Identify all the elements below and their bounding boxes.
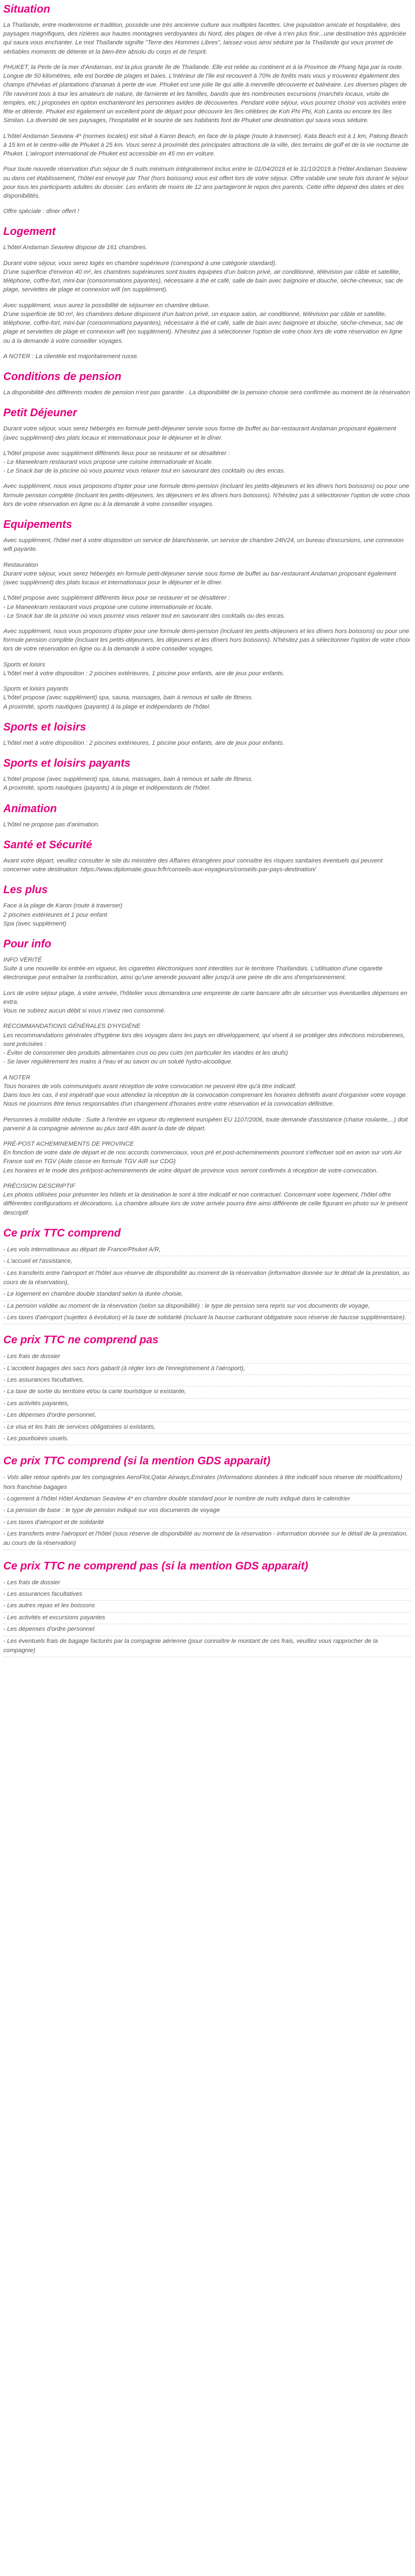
included-gds-list bbox=[3, 1473, 411, 1550]
paragraph: Lors de votre séjour plage, à votre arrivée, l'hôtelier vous demandera une empreinte de carte bancaire afin de sécuriser vos éventuelles dépenses en extra. Vous ne subirez aucun débit si vous n'avez rien consommé. bbox=[3, 990, 407, 1015]
paragraph: Restauration Durant votre séjour, vous serez hébergés en formule petit-déjeuner servie sous forme de buffet au bar-restaurant Andaman proposant également (avec supplément) des plats locaux et internationaux pour le déjeuner et le dîner. bbox=[3, 561, 396, 586]
paragraph: Avec supplément, nous vous proposons d'opter pour une formule demi-pension (incluant les petits-déjeuners et les dîners hors boissons) ou pour une formule pension complète (incluant les petits-déjeuners, les déjeuners et les dîners hors boissons). N'hésitez pas à sélectionner l'option de votre choix lors de votre réservation en ligne ou à la demande à votre conseiller voyages. bbox=[3, 483, 411, 508]
list-item: - Les activités payantes, bbox=[3, 1399, 411, 1410]
paragraph: L'hôtel propose (avec supplément) spa, sauna, massages, bain à remous et salle de fitness. A proximité, sports nautiques (payants) à la plage et indépendants de l'hôtel. bbox=[3, 776, 253, 792]
list-item: - L'accueil et l'assistance, bbox=[3, 1256, 411, 1268]
section-title: Situation bbox=[3, 3, 50, 15]
section-title: Sports et loisirs payants bbox=[3, 757, 131, 770]
section-les-plus bbox=[3, 884, 411, 928]
list-item: - Les assurances facultatives, bbox=[3, 1375, 411, 1387]
paragraph: Personnes à mobilité réduite : Suite à l'entrée en vigueur du règlement européen EU 1107/2006, toute demande d'assistance (chaise roulante,...) doit parvenir à la compagnie aérienne au plus tard 48h avant la date de départ. bbox=[3, 1116, 408, 1132]
list-item: - Vols aller retour opérés par les compagnies AeroFlot,Qatar Airways,Emirates (Informations données à titre indicatif sous réserve de modifications) hors franchise bagages bbox=[3, 1473, 411, 1494]
paragraph: Avec supplément, nous vous proposons d'opter pour une formule demi-pension (incluant les petits-déjeuners et les dîners hors boissons) ou pour une formule pension complète (incluant les petits-déjeuners, les déjeuners et les dîners hors boissons). N'hésitez pas à sélectionner l'option de votre choix lors de votre réservation en ligne ou à la demande à votre conseiller voyages. bbox=[3, 628, 411, 653]
section-title: Pour info bbox=[3, 938, 51, 950]
list-item: - Les transferts entre l'aéroport et l'hôtel aux réserve de disponibilité au moment de la réservation (information donnée sur le détail de la prestation, au cours de la réservation), bbox=[3, 1268, 411, 1290]
section-conditions-pension bbox=[3, 371, 411, 397]
section-situation bbox=[3, 3, 411, 216]
section-prix-comprend-gds bbox=[3, 1455, 411, 1550]
list-item: - Les frais de dossier bbox=[3, 1578, 411, 1589]
paragraph: La Thaïlande, entre modernisme et tradition, possède une très ancienne culture aux multiples facettes. Une population amicale et hospitalière, des paysages magnifiques, des rizières aux hautes montagnes verdoyantes du Nord, des plages de rêve à n'en plus finir...une destination très appréciée qui saura vous enchanter. Le mot Thaïlande signifie "Terre des Hommes Libres", laissez-vous ainsi séduire par la Thaïlande qui vous promet de véritables moments de détente et la bien-être absolu du corps et de l'esprit. bbox=[3, 22, 406, 55]
paragraph: La disponibilité des différents modes de pension n'est pas garantie . La disponibilité de la pension choisie sera confirmée au moment de la réservation bbox=[3, 389, 410, 396]
paragraph: INFO VÉRITÉ Suite à une nouvelle loi entrée en vigueur, les cigarettes électroniques sont interdites sur le territoire Thaïlandais. L'utilisation d'une cigarette électronique peut entraîner la confiscation, ainsi qu'une amende pouvant aller jusqu'à une peine de dix ans d'emprisonnement. bbox=[3, 957, 383, 981]
paragraph: Pour toute nouvelle réservation d'un séjour de 5 nuits minimum intégralement inclus entre le 01/04/2019 et le 31/10/2019 à l'Hôtel Andaman Seaview ou dans cet établissement, l'hôtel est envoyé par Thaï (hors boissons) vous est offert lors de votre séjour. Offre valable une seule fois durant le séjour pour tous les participants adultes du dossier. Les enfants de moins de 12 ans partageront le repos des parents. Cette offre dépend des dates et des disponibilités. bbox=[3, 166, 408, 199]
list-item: - Les pourboires usuels. bbox=[3, 1434, 411, 1445]
list-item: - Les vols internationaux au départ de France/Phuket A/R, bbox=[3, 1245, 411, 1256]
list-item: - Logement à l'hôtel Hôtel Andaman Seaview 4* en chambre double standard pour le nombre de nuits indiqué dans le calendrier bbox=[3, 1494, 411, 1505]
section-title: Logement bbox=[3, 226, 56, 238]
section-title: Ce prix TTC comprend (si la mention GDS apparait) bbox=[3, 1455, 270, 1468]
list-item: - Les taxes d'aéroport et de solidarité bbox=[3, 1517, 411, 1529]
section-equipements bbox=[3, 519, 411, 711]
list-item: - Le visa et les frais de services obligatoires si existants, bbox=[3, 1422, 411, 1434]
paragraph: L'hôtel Andaman Seaview 4* (normes locales) est situé à Karon Beach, en face de la plage (route à traverser). Kata Beach est à 1 km, Patong Beach à 15 km et le centre-ville de Phuket à 25 km. Vous serez à proximité des principales attractions de la ville, des terrains de golf et de la vie nocturne de Phuket. L'aéroport international de Phuket est accessible en 45 mn en voiture. bbox=[3, 133, 409, 158]
paragraph: L'hôtel ne propose pas d'animation. bbox=[3, 821, 100, 828]
section-animation bbox=[3, 803, 411, 829]
list-item: - Les transferts entre l'aéroport et l'hôtel (sous réserve de disponibilité au moment de la réservation - information donnée sur le détail de la prestation, au cours de la réservation) bbox=[3, 1529, 411, 1550]
section-petit-dejeuner bbox=[3, 407, 411, 509]
list-item: - Les frais de dossier bbox=[3, 1352, 411, 1363]
paragraph: L'hôtel propose avec supplément différents lieux pour se restaurer et se désaltérer : - Le Maneekram restaurant vous propose une cuisine internationale et locale. - Le Snack bar de la piscine où vous pourrez vous relaxer tout en savourant des cocktails ou des encas. bbox=[3, 595, 285, 619]
paragraph: PRÉ-POST ACHEMINEMENTS DE PROVINCE En fonction de votre date de départ et de nos accords commerciaux, vous pré et post-acheminements pourront s'effectuer soit en avion sur vols Air France soit en TGV (Aide classe en formule TGV AIR sur CDG) Les horaires et le mode des pré/post-acheminements de votre départ de province vous seront confirmés à réception de votre convocation. bbox=[3, 1140, 402, 1174]
list-item: - Les éventuels frais de bagage facturés par la compagnie aérienne (pour connaître le montant de ces frais, veuillez vous rapprocher de la compagnie) bbox=[3, 1636, 411, 1658]
list-item: - Les dépenses d'ordre personnel bbox=[3, 1624, 411, 1636]
section-title: Les plus bbox=[3, 884, 48, 896]
paragraph: L'hôtel met à votre disposition : 2 piscines extérieures, 1 piscine pour enfants, aire de jeux pour enfants. bbox=[3, 739, 285, 746]
section-title: Santé et Sécurité bbox=[3, 838, 93, 851]
list-item: - Le logement en chambre double standard selon la durée choisie, bbox=[3, 1289, 411, 1301]
section-title: Ce prix TTC ne comprend pas (si la mention GDS apparait) bbox=[3, 1560, 308, 1572]
list-item: - Les autres repas et les boissons bbox=[3, 1601, 411, 1612]
section-title: Ce prix TTC ne comprend pas bbox=[3, 1334, 159, 1347]
paragraph: Avec supplément, vous aurez la possibilité de séjourner en chambre deluxe. D'une superficie de 90 m², les chambres deluxe disposent d'un balcon privé, un espace salon, air conditionné, télévision par câble et satellite, téléphone, coffre-fort, mini-bar (consommations payantes), nécessaire à thé et café, salle de bain avec baignoire et douche, sèche-cheveux, sac de plage et serviettes de plage et connexion wifi (en supplément). N'hésitez pas à sélectionner l'option de votre choix lors de votre réservation en ligne ou à la demande à votre conseiller voyages. bbox=[3, 302, 404, 344]
paragraph: A NOTER : La clientèle est majoritairement russe. bbox=[3, 353, 139, 360]
included-list bbox=[3, 1245, 411, 1325]
section-prix-ne-comprend-pas bbox=[3, 1334, 411, 1445]
list-item: - Les dépenses d'ordre personnel, bbox=[3, 1410, 411, 1422]
excluded-gds-list bbox=[3, 1578, 411, 1658]
section-title: Ce prix TTC comprend bbox=[3, 1227, 121, 1239]
section-title: Animation bbox=[3, 802, 57, 815]
section-pour-info bbox=[3, 938, 411, 1217]
list-item: - Les assurances facultatives bbox=[3, 1589, 411, 1601]
section-logement bbox=[3, 226, 411, 361]
paragraph: A NOTER Tous horaires de vols communiqués avant réception de votre convocation ne peuvent être qu'à titre indicatif. Dans tous les cas, il est impératif que vous attendiez la réception de la convocation comprenant les horaires définitifs avant d'organiser votre voyage. Nous ne pourrons être tenus responsables d'un changement d'horaires entre votre réservation et la convocation définitive. bbox=[3, 1074, 407, 1108]
section-prix-ne-comprend-pas-gds bbox=[3, 1560, 411, 1658]
list-item: - La taxe de sortie du territoire et/ou la carte touristique si existante, bbox=[3, 1387, 411, 1398]
paragraph: Durant votre séjour, vous serez logés en chambre supérieure (correspond à une catégorie standard). D'une superficie d'environ 40 m², les chambres supérieures sont toutes équipées d'un balcon privé, air conditionné, télévision par câble et satellite, téléphone, coffre-fort, mini-bar (consommations payantes), nécessaire à thé et café, salle de bain avec baignoire et douche, sèche-cheveux, sac de plage, serviettes de plage et connexion wifi (en supplément). bbox=[3, 260, 404, 294]
paragraph: PHUKET, la Perle de la mer d'Andaman, est la plus grande île de Thaïlande. Elle est reliée au continent et à la Province de Phang Nga par la route. Longue de 50 kilomètres, elle est bordée de plages et baies. L'intérieur de l'île est recouvert à 70% de forêts mais vous y trouverez également des champs d'hévéas et plantations d'ananas à perte de vue. Phuket est une jolie île qui allie à merveille découverte et balnéaire. Les diverses plages de l'île ravviront tous à tour les amateurs de nature, de farniente et les familles, bandis que les nombreuses excursions (marchés locaux, visite de temples, etc.) proposées en option enchanteront les personnes avides de découvertes. Pendant votre séjour, vous pourrez choisir vos activités entre fête et détente. Phuket est également un excellent point de départ pour découvrir les îles célèbres de Koh Phi Phi, Koh Lanta ou encore les îles Similan. La diversité de ses paysages, l'hospitalité et le sourire de ses habitants font de Phuket une destination qui saura vous séduire. bbox=[3, 64, 407, 124]
paragraph: Sports et loisirs L'hôtel met à votre disposition : 2 piscines extérieures, 1 piscine pour enfants, aire de jeux pour enfants. bbox=[3, 661, 285, 677]
section-prix-comprend bbox=[3, 1227, 411, 1325]
paragraph: RECOMMANDATIONS GÉNÉRALES D'HYGIÈNE Les recommandations générales d'hygiène lors des voyages dans les pays en développement, qui visent à se protéger des infections microbiennes, sont précisées : - Éviter de consommer des produits alimentaires crus ou peu cuits (en particulier les viandes et les œufs) - Se laver régulièrement les mains à l'eau et au savon ou un soluté hydro-alcoolique. bbox=[3, 1023, 405, 1066]
paragraph: L'hôtel Andaman Seaview dispose de 161 chambres. bbox=[3, 244, 147, 251]
section-sports-loisirs-payants bbox=[3, 757, 411, 792]
list-item: - L'accident bagages des sacs hors gabarit (à régler lors de l'enregistrement à l'aéroport), bbox=[3, 1364, 411, 1375]
special-offer-text: Offre spéciale : dîner offert ! bbox=[3, 208, 79, 215]
paragraph: Avec supplément, l'hôtel met à votre disposition un service de blanchisserie, un service de chambre 24h/24, un bureau d'excursions, une connexion wifi payante. bbox=[3, 537, 404, 553]
section-title: Petit Déjeuner bbox=[3, 407, 77, 419]
paragraph: Avant votre départ, veuillez consulter le site du ministère des Affaires étrangères pour connaître les risques sanitaires éventuels qui peuvent concerner votre destination: https://www.diplomatie.gouv.fr/fr/conseils-aux-voyageurs/conseils-par-pays-destination/ bbox=[3, 857, 383, 873]
section-sports-loisirs bbox=[3, 721, 411, 748]
section-title: Equipements bbox=[3, 519, 72, 531]
section-title: Conditions de pension bbox=[3, 371, 122, 383]
section-sante-securite bbox=[3, 839, 411, 874]
paragraph: PRÉCISION DESCRIPTIF Les photos utilisées pour présenter les hôtels et la destination le sont à titre indicatif et non contractuel. Concernant votre logement, l'hôtel offre différentes configurations et décorations. La chambre allouée lors de votre arrivée pourra être ainsi différente de celle figurant en photo sur le présent descriptif. bbox=[3, 1182, 408, 1216]
section-title: Sports et loisirs bbox=[3, 721, 87, 733]
list-item: - Les activités et excursions payantes bbox=[3, 1613, 411, 1624]
list-item: - Les taxes d'aéroport (sujettes à évolution) et la taxe de solidarité (incluant la hausse carburant obligatoire sous réserve de hausse supplémentaire). bbox=[3, 1313, 411, 1324]
list-item: - La pension de base : le type de pension indiqué sur vos documents de voyage bbox=[3, 1505, 411, 1517]
paragraph: Face à la plage de Karon (route à traverser) 2 piscines extérieures et 1 pour enfant Spa (avec supplément) bbox=[3, 902, 123, 927]
paragraph: Sports et loisirs payants L'hôtel propose (avec supplément) spa, sauna, massages, bain à remous et salle de fitness. A proximité, sports nautiques (payants) à la plage et indépendants de l'hôtel. bbox=[3, 686, 253, 710]
paragraph: Durant votre séjour, vous serez hébergés en formule petit-déjeuner servie sous forme de buffet au bar-restaurant Andaman proposant également (avec supplément) des plats locaux et internationaux pour le déjeuner et le dîner. bbox=[3, 426, 396, 441]
excluded-list bbox=[3, 1352, 411, 1445]
paragraph: L'hôtel propose avec supplément différents lieux pour se restaurer et se désaltérer : - Le Maneekram restaurant vous propose une cuisine internationale et locale. - Le Snack bar de la piscine où vous pourrez vous relaxer tout en savourant des cocktails ou des encas. bbox=[3, 450, 285, 475]
list-item: - La pension validée au moment de la réservation (selon sa disponibilité) : le type de pension sera repris sur vos documents de voyage, bbox=[3, 1301, 411, 1313]
